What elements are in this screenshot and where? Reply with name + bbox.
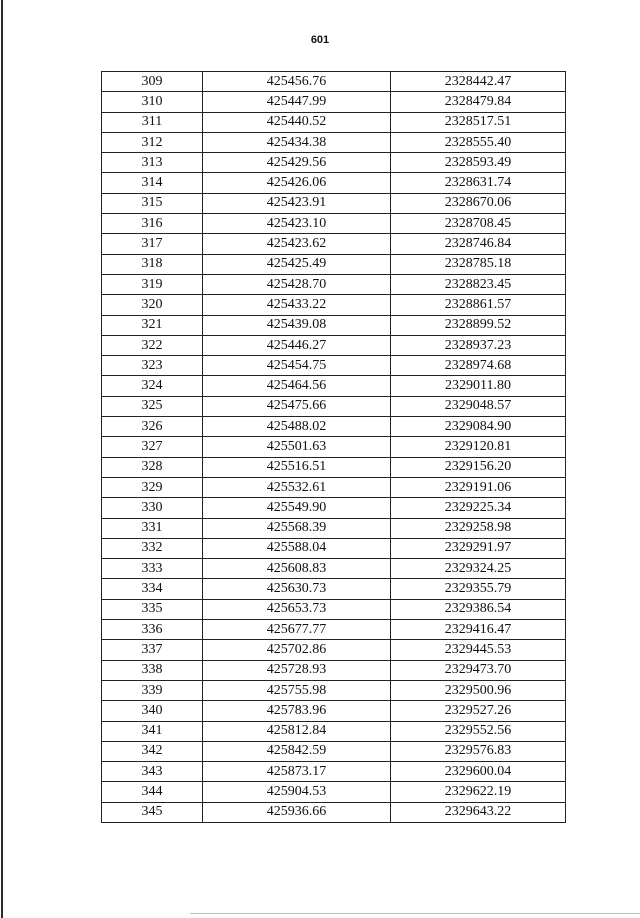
- x-coordinate-cell: 425702.86: [203, 640, 391, 660]
- x-coordinate-cell: 425456.76: [203, 72, 391, 92]
- x-coordinate-cell: 425873.17: [203, 762, 391, 782]
- table-row: [102, 356, 566, 376]
- x-coordinate-cell: 425568.39: [203, 518, 391, 538]
- point-number-cell: 327: [102, 437, 203, 457]
- table-row: [102, 132, 566, 152]
- x-coordinate-cell: 425783.96: [203, 701, 391, 721]
- x-coordinate-cell: 425439.08: [203, 315, 391, 335]
- y-coordinate-cell: 2328937.23: [391, 335, 566, 355]
- y-coordinate-cell: 2328555.40: [391, 132, 566, 152]
- point-number-cell: 335: [102, 599, 203, 619]
- y-coordinate-cell: 2328861.57: [391, 295, 566, 315]
- y-coordinate-cell: 2329473.70: [391, 660, 566, 680]
- table-row: [102, 193, 566, 213]
- table-row: [102, 457, 566, 477]
- table-row: [102, 579, 566, 599]
- x-coordinate-cell: 425447.99: [203, 92, 391, 112]
- point-number-cell: 333: [102, 559, 203, 579]
- y-coordinate-cell: 2328442.47: [391, 72, 566, 92]
- table-row: [102, 437, 566, 457]
- x-coordinate-cell: 425516.51: [203, 457, 391, 477]
- y-coordinate-cell: 2328974.68: [391, 356, 566, 376]
- y-coordinate-cell: 2329622.19: [391, 782, 566, 802]
- point-number-cell: 342: [102, 741, 203, 761]
- point-number-cell: 343: [102, 762, 203, 782]
- point-number-cell: 317: [102, 234, 203, 254]
- table-row: [102, 254, 566, 274]
- y-coordinate-cell: 2328785.18: [391, 254, 566, 274]
- point-number-cell: 324: [102, 376, 203, 396]
- table-row: [102, 72, 566, 92]
- x-coordinate-cell: 425454.75: [203, 356, 391, 376]
- point-number-cell: 336: [102, 620, 203, 640]
- table-row: [102, 295, 566, 315]
- x-coordinate-cell: 425423.10: [203, 214, 391, 234]
- table-row: [102, 477, 566, 497]
- y-coordinate-cell: 2329291.97: [391, 538, 566, 558]
- table-row: [102, 802, 566, 822]
- x-coordinate-cell: 425755.98: [203, 680, 391, 700]
- y-coordinate-cell: 2329324.25: [391, 559, 566, 579]
- y-coordinate-cell: 2329048.57: [391, 396, 566, 416]
- y-coordinate-cell: 2328593.49: [391, 153, 566, 173]
- table-row: [102, 173, 566, 193]
- point-number-cell: 314: [102, 173, 203, 193]
- y-coordinate-cell: 2328746.84: [391, 234, 566, 254]
- x-coordinate-cell: 425936.66: [203, 802, 391, 822]
- x-coordinate-cell: 425433.22: [203, 295, 391, 315]
- table-row: [102, 396, 566, 416]
- table-row: [102, 620, 566, 640]
- point-number-cell: 315: [102, 193, 203, 213]
- x-coordinate-cell: 425428.70: [203, 274, 391, 294]
- point-number-cell: 329: [102, 477, 203, 497]
- y-coordinate-cell: 2328479.84: [391, 92, 566, 112]
- y-coordinate-cell: 2329416.47: [391, 620, 566, 640]
- x-coordinate-cell: 425842.59: [203, 741, 391, 761]
- x-coordinate-cell: 425653.73: [203, 599, 391, 619]
- y-coordinate-cell: 2328823.45: [391, 274, 566, 294]
- point-number-cell: 330: [102, 498, 203, 518]
- point-number-cell: 313: [102, 153, 203, 173]
- table-row: [102, 538, 566, 558]
- x-coordinate-cell: 425630.73: [203, 579, 391, 599]
- y-coordinate-cell: 2329120.81: [391, 437, 566, 457]
- x-coordinate-cell: 425440.52: [203, 112, 391, 132]
- x-coordinate-cell: 425608.83: [203, 559, 391, 579]
- y-coordinate-cell: 2328708.45: [391, 214, 566, 234]
- point-number-cell: 338: [102, 660, 203, 680]
- y-coordinate-cell: 2328517.51: [391, 112, 566, 132]
- x-coordinate-cell: 425488.02: [203, 417, 391, 437]
- point-number-cell: 325: [102, 396, 203, 416]
- point-number-cell: 309: [102, 72, 203, 92]
- table-row: [102, 417, 566, 437]
- table-row: [102, 315, 566, 335]
- x-coordinate-cell: 425425.49: [203, 254, 391, 274]
- point-number-cell: 326: [102, 417, 203, 437]
- table-row: [102, 214, 566, 234]
- y-coordinate-cell: 2329643.22: [391, 802, 566, 822]
- table-row: [102, 92, 566, 112]
- x-coordinate-cell: 425464.56: [203, 376, 391, 396]
- table-row: [102, 680, 566, 700]
- point-number-cell: 318: [102, 254, 203, 274]
- y-coordinate-cell: 2329225.34: [391, 498, 566, 518]
- x-coordinate-cell: 425429.56: [203, 153, 391, 173]
- table-row: [102, 112, 566, 132]
- table-row: [102, 721, 566, 741]
- table-row: [102, 782, 566, 802]
- x-coordinate-cell: 425812.84: [203, 721, 391, 741]
- x-coordinate-cell: 425588.04: [203, 538, 391, 558]
- table-row: [102, 660, 566, 680]
- point-number-cell: 312: [102, 132, 203, 152]
- bottom-edge-line: [190, 913, 640, 914]
- y-coordinate-cell: 2329552.56: [391, 721, 566, 741]
- y-coordinate-cell: 2329386.54: [391, 599, 566, 619]
- point-number-cell: 320: [102, 295, 203, 315]
- point-number-cell: 323: [102, 356, 203, 376]
- y-coordinate-cell: 2328899.52: [391, 315, 566, 335]
- point-number-cell: 332: [102, 538, 203, 558]
- x-coordinate-cell: 425475.66: [203, 396, 391, 416]
- point-number-cell: 316: [102, 214, 203, 234]
- x-coordinate-cell: 425426.06: [203, 173, 391, 193]
- point-number-cell: 337: [102, 640, 203, 660]
- table-row: [102, 234, 566, 254]
- page-edge-line: [1, 0, 3, 918]
- y-coordinate-cell: 2329011.80: [391, 376, 566, 396]
- table-row: [102, 599, 566, 619]
- table-row: [102, 640, 566, 660]
- table-row: [102, 701, 566, 721]
- x-coordinate-cell: 425904.53: [203, 782, 391, 802]
- point-number-cell: 340: [102, 701, 203, 721]
- table-row: [102, 762, 566, 782]
- point-number-cell: 341: [102, 721, 203, 741]
- table-row: [102, 376, 566, 396]
- table-row: [102, 498, 566, 518]
- point-number-cell: 310: [102, 92, 203, 112]
- point-number-cell: 331: [102, 518, 203, 538]
- x-coordinate-cell: 425549.90: [203, 498, 391, 518]
- x-coordinate-cell: 425677.77: [203, 620, 391, 640]
- coordinate-table: [101, 71, 566, 823]
- y-coordinate-cell: 2329355.79: [391, 579, 566, 599]
- x-coordinate-cell: 425501.63: [203, 437, 391, 457]
- table-row: [102, 518, 566, 538]
- point-number-cell: 322: [102, 335, 203, 355]
- point-number-cell: 311: [102, 112, 203, 132]
- x-coordinate-cell: 425728.93: [203, 660, 391, 680]
- point-number-cell: 334: [102, 579, 203, 599]
- y-coordinate-cell: 2328670.06: [391, 193, 566, 213]
- point-number-cell: 339: [102, 680, 203, 700]
- point-number-cell: 345: [102, 802, 203, 822]
- x-coordinate-cell: 425446.27: [203, 335, 391, 355]
- y-coordinate-cell: 2329191.06: [391, 477, 566, 497]
- y-coordinate-cell: 2329576.83: [391, 741, 566, 761]
- y-coordinate-cell: 2329445.53: [391, 640, 566, 660]
- coordinate-table-body: [102, 72, 566, 823]
- page-number: 601: [310, 34, 330, 46]
- table-row: [102, 153, 566, 173]
- y-coordinate-cell: 2329500.96: [391, 680, 566, 700]
- point-number-cell: 344: [102, 782, 203, 802]
- x-coordinate-cell: 425532.61: [203, 477, 391, 497]
- point-number-cell: 321: [102, 315, 203, 335]
- y-coordinate-cell: 2328631.74: [391, 173, 566, 193]
- y-coordinate-cell: 2329084.90: [391, 417, 566, 437]
- y-coordinate-cell: 2329527.26: [391, 701, 566, 721]
- x-coordinate-cell: 425423.62: [203, 234, 391, 254]
- y-coordinate-cell: 2329600.04: [391, 762, 566, 782]
- point-number-cell: 328: [102, 457, 203, 477]
- table-row: [102, 274, 566, 294]
- x-coordinate-cell: 425423.91: [203, 193, 391, 213]
- y-coordinate-cell: 2329156.20: [391, 457, 566, 477]
- table-row: [102, 335, 566, 355]
- y-coordinate-cell: 2329258.98: [391, 518, 566, 538]
- table-row: [102, 559, 566, 579]
- table-row: [102, 741, 566, 761]
- x-coordinate-cell: 425434.38: [203, 132, 391, 152]
- point-number-cell: 319: [102, 274, 203, 294]
